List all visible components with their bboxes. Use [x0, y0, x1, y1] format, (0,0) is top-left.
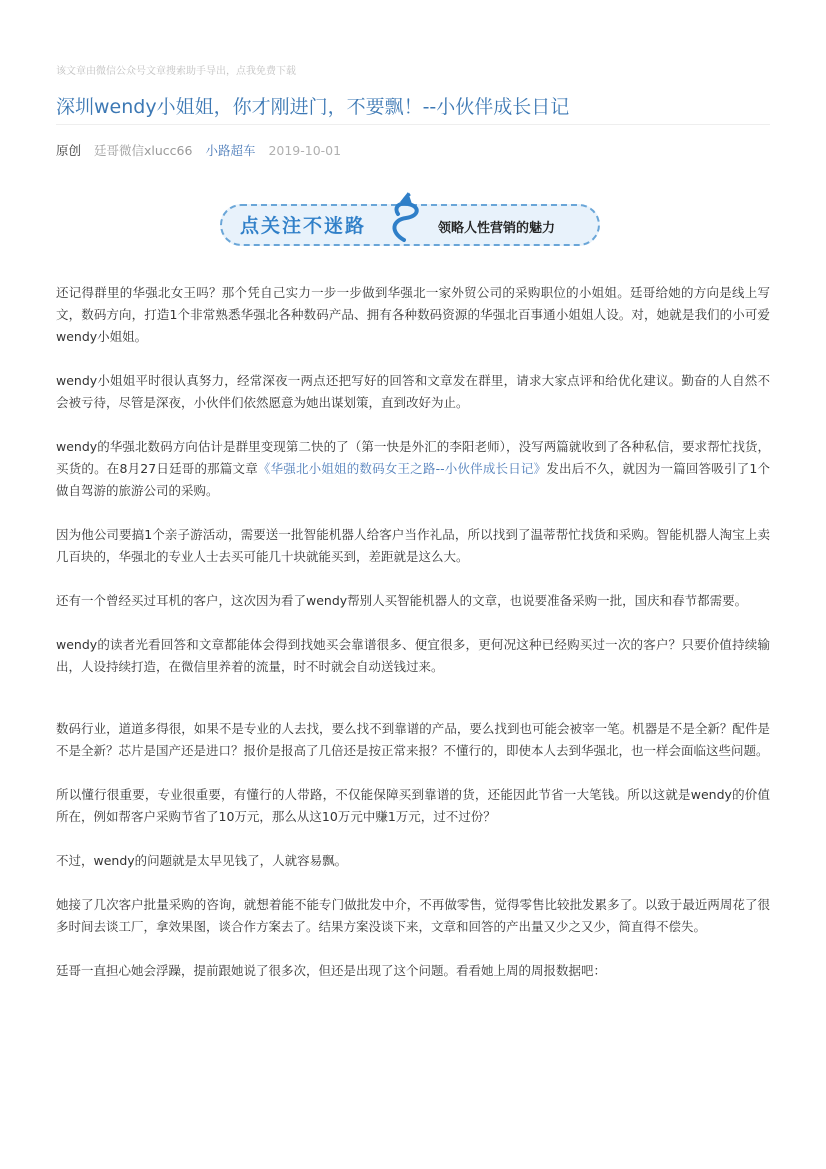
article-link[interactable]: 《华强北小姐姐的数码女王之路--小伙伴成长日记》: [257, 461, 547, 476]
paragraph: 不过，wendy的问题就是太早见钱了，人就容易飘。: [56, 853, 348, 868]
article-title: 深圳wendy小姐姐，你才刚进门，不要飘！--小伙伴成长日记: [56, 96, 570, 118]
paragraph: 还有一个曾经买过耳机的客户，这次因为看了wendy帮别人买智能机器人的文章，也说要准备采购一批，国庆和春节都需要。: [56, 593, 748, 608]
paragraph: 数码行业，道道多得很，如果不是专业的人去找，要么找不到靠谱的产品，要么找到也可能会被宰一笔。机器是不是全新？配件是不是全新？芯片是国产还是进口？报价是报高了几倍还是按正常来报？不懂行的，即使本人去到华强北，也一样会面临这些问题。: [56, 721, 770, 758]
paragraph: 她接了几次客户批量采购的咨询，就想着能不能专门做批发中介，不再做零售，觉得零售比较批发累多了。以致于最近两周花了很多时间去谈工厂，拿效果图，谈合作方案去了。结果方案没谈下来，文章和回答的产出量又少之又少，简直得不偿失。: [56, 897, 770, 934]
export-notice-link[interactable]: 该文章由微信公众号文章搜索助手导出，点我免费下载: [56, 66, 296, 77]
article-meta: [56, 141, 350, 159]
banner-right-text: 领略人性营销的魅力: [438, 221, 556, 236]
article-body: [56, 282, 770, 1004]
title-divider: [56, 124, 770, 125]
paragraph: 廷哥一直担心她会浮躁，提前跟她说了很多次，但还是出现了这个问题。看看她上周的周报数据吧：: [56, 963, 607, 978]
follow-banner: [218, 188, 606, 250]
publish-date: 2019-10-01: [268, 143, 342, 158]
paragraph-text: 发出后不久，就因为一篇回答吸引了1个做自驾游的旅游公司的采购。: [56, 461, 770, 498]
account-link[interactable]: 小路超车: [205, 143, 256, 158]
swirl-arrow-icon: [384, 188, 428, 246]
paragraph: wendy的读者光看回答和文章都能体会得到找她买会靠谱很多、便宜很多，更何况这种已经购买过一次的客户？只要价值持续输出，人设持续打造，在微信里养着的流量，时不时就会自动送钱过来。: [56, 637, 770, 674]
paragraph: 因为他公司要搞1个亲子游活动，需要送一批智能机器人给客户当作礼品，所以找到了温蒂帮忙找货和采购。智能机器人淘宝上卖几百块的，华强北的专业人士去买可能几十块就能买到，差距就是这么大。: [56, 527, 770, 564]
paragraph-text: wendy的华强北数码方向估计是群里变现第二快的了（第一快是外汇的李阳老师），没写两篇就收到了各种私信，要求帮忙找货，买货的。在8月27日廷哥的那篇文章: [56, 439, 770, 476]
paragraph: [56, 436, 770, 502]
author-name: 廷哥微信xlucc66: [94, 143, 193, 158]
paragraph: 所以懂行很重要，专业很重要，有懂行的人带路，不仅能保障买到靠谱的货，还能因此节省一大笔钱。所以这就是wendy的价值所在，例如帮客户采购节省了10万元，那么从这10万元中赚1万元，过不过份？: [56, 787, 770, 824]
paragraph: 还记得群里的华强北女王吗？那个凭自己实力一步一步做到华强北一家外贸公司的采购职位的小姐姐。廷哥给她的方向是线上写文，数码方向，打造1个非常熟悉华强北各种数码产品、拥有各种数码资源的华强北百事通小姐姐人设。对，她就是我们的小可爱wendy小姐姐。: [56, 285, 770, 344]
paragraph: wendy小姐姐平时很认真努力，经常深夜一两点还把写好的回答和文章发在群里，请求大家点评和给优化建议。勤奋的人自然不会被亏待，尽管是深夜，小伙伴们依然愿意为她出谋划策，直到改好为止。: [56, 373, 770, 410]
original-tag: 原创: [56, 143, 82, 158]
banner-left-text: 点关注不迷路: [240, 215, 367, 237]
